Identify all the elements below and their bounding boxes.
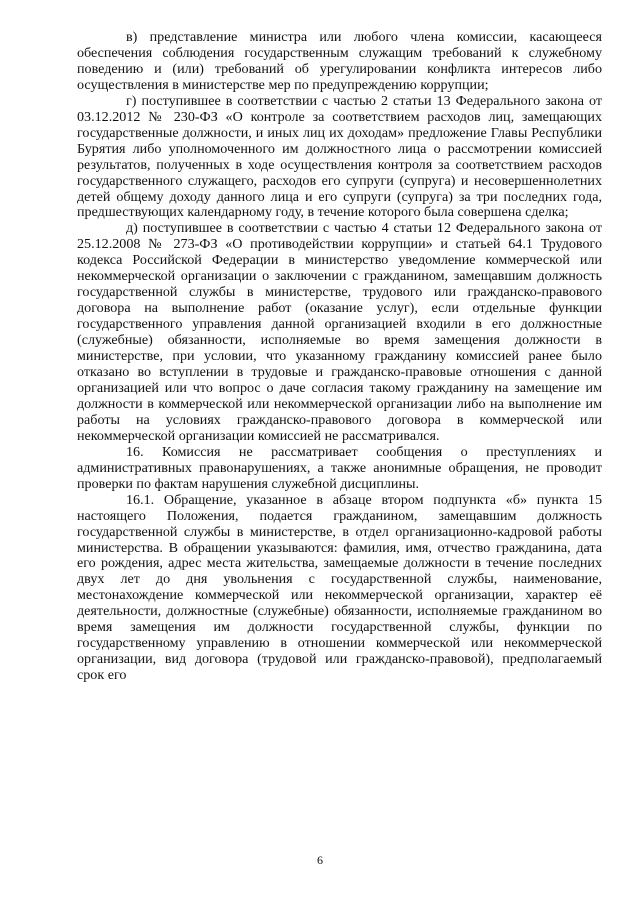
paragraph-item-16-1: 16.1. Обращение, указанное в абзаце втором подпункта «б» пункта 15 настоящего Положения, подается гражданином, замещавшим должность государственной службы в министерстве, в отдел организационно-кадровой работы министерства. В обращении указываются: фамилия, имя, отчество гражданина, дата его рождения, адрес места жительства, замещаемые должности в течение последних двух лет до дня увольнения с государственной службы, наименование, местонахождение коммерческой или некоммерческой организации, характер её деятельности, должностные (служебные) обязанности, исполняемые гражданином во время замещения им должности государственной службы, функции по государственному управлению в отношении коммерческой или некоммерческой организации, вид договора (трудовой или гражданско-правовой), предполагаемый срок его [77, 491, 602, 684]
paragraph-subitem-g: г) поступившее в соответствии с частью 2 статьи 13 Федерального закона от 03.12.2012 № 230-ФЗ «О контроле за соответствием расходов лиц, замещающих государственные должности, и иных лиц их доходам» предложение Главы Республики Бурятия либо уполномоченного им должностного лица о рассмотрении комиссией результатов, полученных в ходе осуществления контроля за соответствием расходов государственного служащего, расходов его супруги (супруга) и несовершеннолетних детей общему доходу данного лица и его супруги (супруга) за три последних года, предшествующих календарному году, в течение которого была совершена сделка; [77, 92, 602, 221]
paragraph-subitem-d: д) поступившее в соответствии с частью 4 статьи 12 Федерального закона от 25.12.2008 № 273-ФЗ «О противодействии коррупции» и статьей 64.1 Трудового кодекса Российской Федерации в министерство уведомление коммерческой или некоммерческой организации о заключении с гражданином, замещавшим должность государственной службы в министерстве, трудового или гражданско-правового договора на выполнение работ (оказание услуг), если отдельные функции государственного управления данной организацией входили в его должностные (служебные) обязанности, исполняемые во время замещения должности в министерстве, при условии, что указанному гражданину комиссией ранее было отказано во вступлении в трудовые и гражданско-правовые отношения с данной организацией или что вопрос о даче согласия такому гражданину на замещение им должности в коммерческой или некоммерческой организации либо на выполнение им работы на условиях гражданско-правового договора в коммерческой или некоммерческой организации комиссией не рассматривался. [77, 220, 602, 444]
paragraph-item-16: 16. Комиссия не рассматривает сообщения о преступлениях и административных правонарушениях, а также анонимные обращения, не проводит проверки по фактам нарушения служебной дисциплины. [77, 443, 602, 492]
paragraph-subitem-v: в) представление министра или любого члена комиссии, касающееся обеспечения соблюдения государственным служащим требований к служебному поведению и (или) требований об урегулировании конфликта интересов либо осуществления в министерстве мер по предупреждению коррупции; [77, 29, 602, 93]
page-number: 6 [317, 853, 323, 867]
